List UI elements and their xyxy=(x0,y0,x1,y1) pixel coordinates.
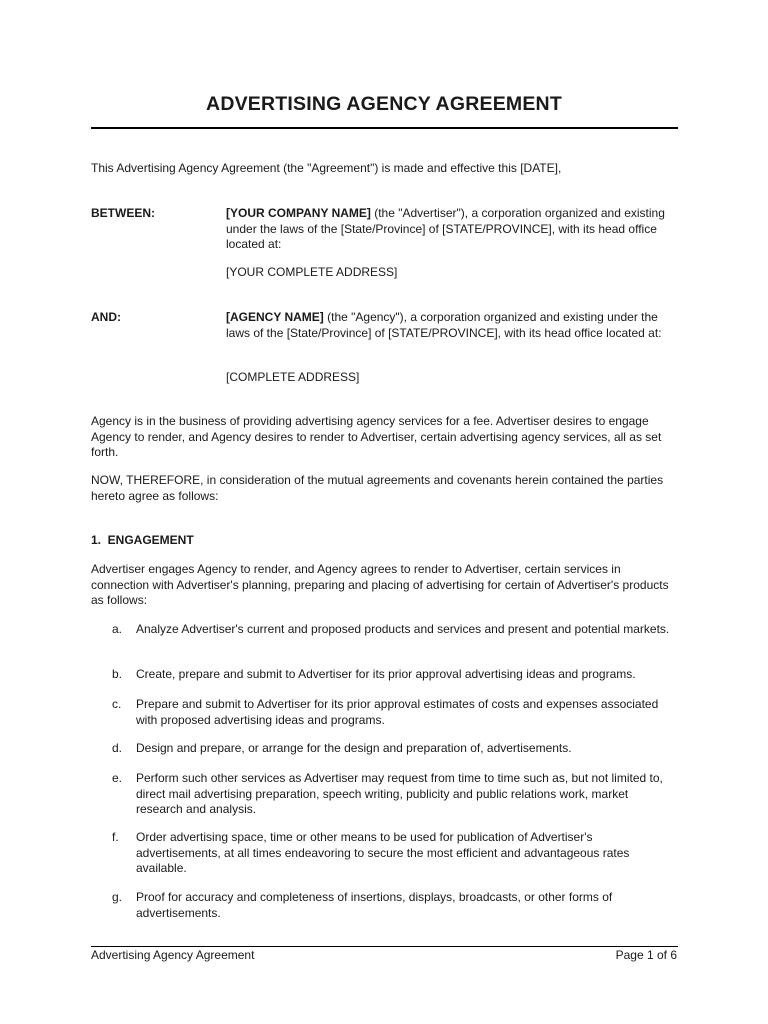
list-item-letter: d. xyxy=(112,741,123,755)
party-label-and: AND: xyxy=(91,310,121,324)
title-divider xyxy=(91,127,678,129)
list-item-letter: g. xyxy=(112,890,123,904)
list-item: Analyze Advertiser's current and proposed products and services and present and potential markets. xyxy=(136,622,670,636)
advertiser-description-line1: (the "Advertiser"), a corporation organized and xyxy=(370,206,621,220)
section-heading-engagement: 1. ENGAGEMENT xyxy=(91,533,194,547)
recital-paragraph: Agency is in the business of providing advertising agency services for a fee. Advertiser desires to engage Agency to render, and Agency desires to render to Advertiser, certain advertising agency services, all as set forth. xyxy=(91,414,662,459)
engagement-intro-paragraph: Advertiser engages Agency to render, and Agency agrees to render to Advertiser, certain services in connection with Advertiser's planning, preparing and placing of advertising for certain of Advertiser's products as follows: xyxy=(91,562,669,607)
intro-paragraph: This Advertising Agency Agreement (the "Agreement") is made and effective this [DATE], xyxy=(91,161,562,175)
agency-name-placeholder: [AGENCY NAME] xyxy=(226,310,324,324)
list-item-letter: c. xyxy=(112,697,122,711)
list-item-letter: b. xyxy=(112,667,123,681)
advertiser-description-rest: existing under the laws of the [State/Province] of [STATE/PROVINCE], with its head office located at: xyxy=(226,206,665,251)
footer-document-name: Advertising Agency Agreement xyxy=(91,948,255,962)
party-block-agency xyxy=(226,310,684,341)
footer-page-number: Page 1 of 6 xyxy=(615,948,677,962)
list-item: Create, prepare and submit to Advertiser for its prior approval advertising ideas and programs. xyxy=(136,667,636,681)
list-item-letter: e. xyxy=(112,771,123,785)
advertiser-name-placeholder: [YOUR COMPANY NAME] xyxy=(226,206,371,220)
advertiser-address-placeholder: [YOUR COMPLETE ADDRESS] xyxy=(226,265,398,279)
list-item: Prepare and submit to Advertiser for its prior approval estimates of costs and expenses associated with proposed advertising ideas and programs. xyxy=(136,697,659,727)
list-item-letter: a. xyxy=(112,622,123,636)
party-label-between: BETWEEN: xyxy=(91,206,155,220)
list-item: Design and prepare, or arrange for the design and preparation of, advertisements. xyxy=(136,741,572,755)
list-item: Perform such other services as Advertiser may request from time to time such as, but not limited to, direct mail advertising preparation, speech writing, publicity and public relations work, market research and analysis. xyxy=(136,771,663,816)
list-item: Order advertising space, time or other means to be used for publication of Advertiser's advertisements, at all times endeavoring to secure the most efficient and advantageous rates available. xyxy=(136,830,630,875)
document-title: ADVERTISING AGENCY AGREEMENT xyxy=(206,93,562,115)
now-therefore-paragraph: NOW, THEREFORE, in consideration of the mutual agreements and covenants herein contained the parties hereto agree as follows: xyxy=(91,473,664,503)
agency-address-placeholder: [COMPLETE ADDRESS] xyxy=(226,370,360,384)
agency-description-rest: laws of the [State/Province] of [STATE/PROVINCE], with its head office located at: xyxy=(226,325,662,340)
list-item: Proof for accuracy and completeness of insertions, displays, broadcasts, or other forms of advertisements. xyxy=(136,890,613,920)
party-block-advertiser xyxy=(226,206,684,253)
list-item-letter: f. xyxy=(112,830,119,844)
agency-description-line1: (the "Agency"), a corporation organized and existing under the xyxy=(323,310,658,324)
footer-divider xyxy=(91,946,678,947)
